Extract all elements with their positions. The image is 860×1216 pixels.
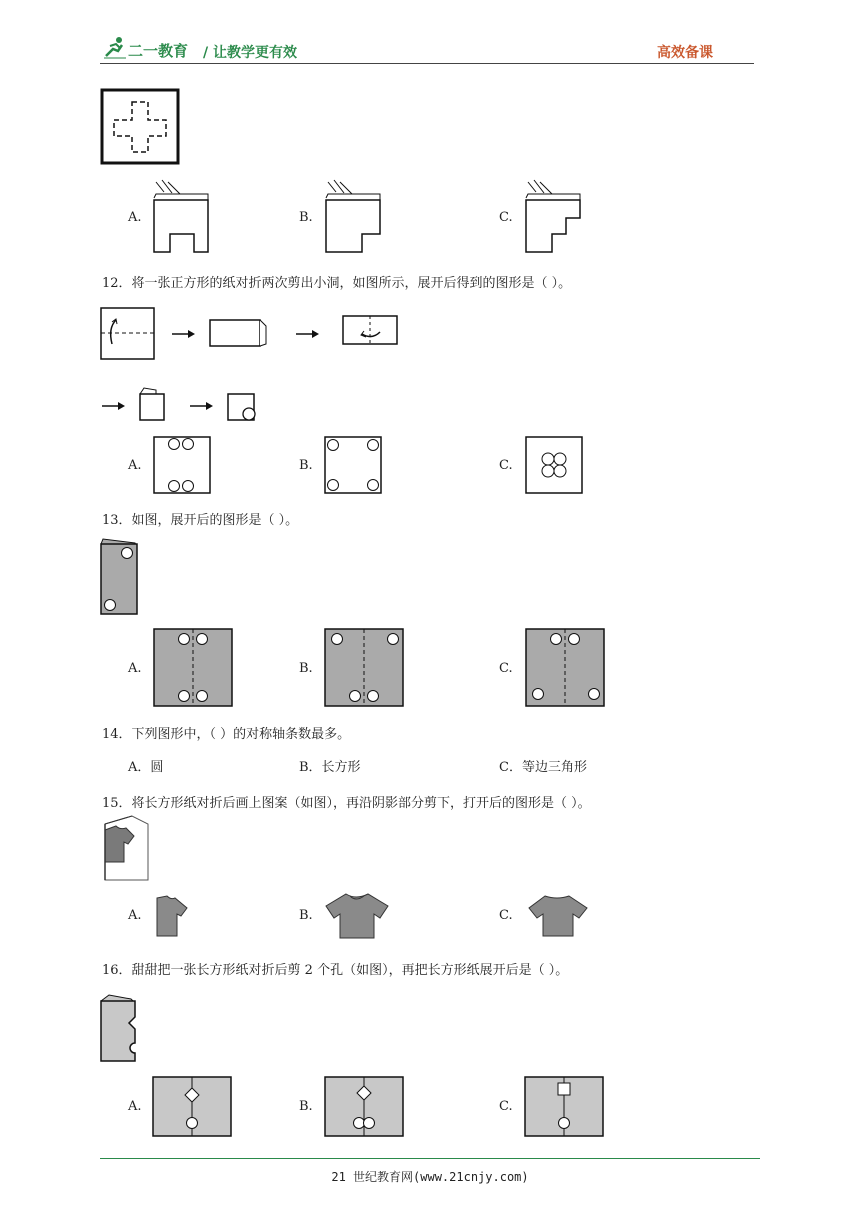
q16-text: 16．甜甜把一张长方形纸对折后剪 2 个孔（如图），再把长方形纸展开后是（ ）。 xyxy=(102,963,569,978)
q11-option-c-figure xyxy=(524,180,586,256)
footer-text: 21 世纪教育网(www.21cnjy.com) xyxy=(331,1170,529,1184)
q13-option-a[interactable]: A. xyxy=(128,661,142,676)
q15-option-b-figure xyxy=(324,892,390,940)
q11-option-c[interactable]: C. xyxy=(499,210,513,225)
q16-option-b-figure xyxy=(324,1076,406,1138)
header-right-label: 高效备课 xyxy=(657,45,713,61)
q12-option-b-figure xyxy=(324,436,384,496)
logo-runner-icon xyxy=(102,36,128,60)
q11-folded-paper-figure xyxy=(100,88,182,166)
q15-option-b[interactable]: B. xyxy=(299,908,313,923)
q13-text: 13．如图，展开后的图形是（ ）。 xyxy=(102,513,299,528)
q13-option-b[interactable]: B. xyxy=(299,661,313,676)
q15-option-a-figure xyxy=(153,894,193,938)
q15-option-a[interactable]: A. xyxy=(128,908,142,923)
q12-option-c-figure xyxy=(525,436,585,496)
q15-text: 15．将长方形纸对折后画上图案（如图），再沿阴影部分剪下，打开后的图形是（ ）。 xyxy=(102,796,591,811)
q16-option-b[interactable]: B. xyxy=(299,1099,313,1114)
header-brand: 二一教育 xyxy=(128,42,189,60)
q15-option-c[interactable]: C. xyxy=(499,908,513,923)
q13-option-a-figure xyxy=(153,628,235,708)
q15-folded-paper-figure xyxy=(100,814,152,882)
q16-option-c[interactable]: C. xyxy=(499,1099,513,1114)
q16-folded-paper-figure xyxy=(99,993,143,1065)
q13-folded-paper-figure xyxy=(99,538,141,618)
q11-option-b-figure xyxy=(324,180,386,256)
q12-text: 12．将一张正方形的纸对折两次剪出小洞，如图所示，展开后得到的图形是（ ）。 xyxy=(102,276,572,291)
q11-option-a-figure xyxy=(152,180,214,256)
q12-fold-sequence-row2 xyxy=(100,386,270,426)
q14-option-a[interactable]: A．圆 xyxy=(128,760,164,775)
q12-option-a[interactable]: A. xyxy=(128,458,142,473)
q12-option-a-figure xyxy=(153,436,213,496)
q16-option-a[interactable]: A. xyxy=(128,1099,142,1114)
q13-option-c[interactable]: C. xyxy=(499,661,513,676)
header-divider xyxy=(100,63,754,64)
q12-option-b[interactable]: B. xyxy=(299,458,313,473)
q14-text: 14．下列图形中，（ ）的对称轴条数最多。 xyxy=(102,727,351,742)
q13-option-c-figure xyxy=(525,628,607,708)
q11-option-b[interactable]: B. xyxy=(299,210,313,225)
q14-option-c[interactable]: C．等边三角形 xyxy=(499,760,587,775)
q16-option-c-figure xyxy=(524,1076,606,1138)
q12-fold-sequence-row1 xyxy=(100,306,420,362)
q15-option-c-figure xyxy=(525,892,591,940)
q16-option-a-figure xyxy=(152,1076,234,1138)
footer-divider xyxy=(100,1158,760,1159)
q13-option-b-figure xyxy=(324,628,406,708)
q14-option-b[interactable]: B．长方形 xyxy=(299,760,361,775)
header-slogan: / 让教学更有效 xyxy=(203,45,297,61)
q11-option-a[interactable]: A. xyxy=(128,210,142,225)
q12-option-c[interactable]: C. xyxy=(499,458,513,473)
